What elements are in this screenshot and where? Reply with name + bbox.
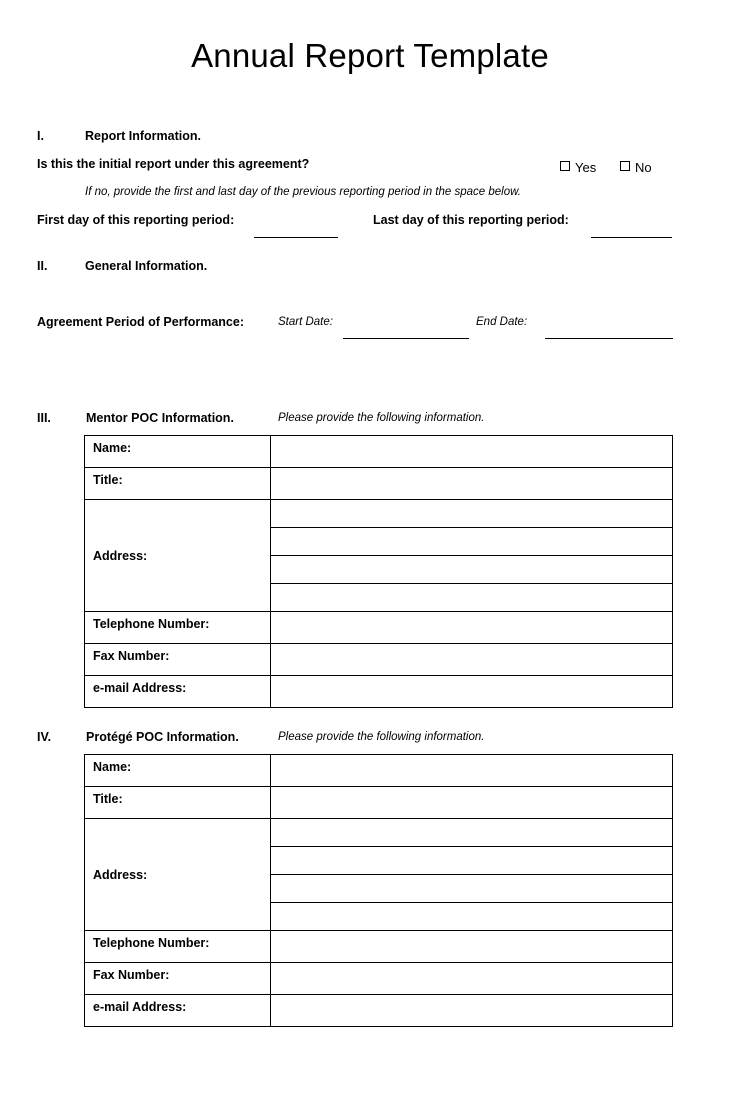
mentor-title-label: Title: (85, 468, 271, 500)
mentor-name-field[interactable] (271, 436, 673, 468)
last-day-label: Last day of this reporting period: (373, 213, 569, 227)
protege-title-label: Title: (85, 787, 271, 819)
mentor-fax-field[interactable] (271, 644, 673, 676)
mentor-telephone-label: Telephone Number: (85, 612, 271, 644)
first-day-field[interactable] (254, 237, 338, 238)
mentor-telephone-field[interactable] (271, 612, 673, 644)
yes-label: Yes (575, 159, 597, 175)
section-4-note: Please provide the following information. (278, 731, 485, 743)
mentor-address-label: Address: (85, 500, 271, 612)
start-date-label: Start Date: (278, 316, 333, 328)
yes-checkbox[interactable] (560, 161, 570, 171)
table-row (85, 644, 673, 676)
last-day-field[interactable] (591, 237, 672, 238)
table-row (85, 676, 673, 708)
protege-title-field[interactable] (271, 787, 673, 819)
mentor-address-line-4-field[interactable] (271, 584, 673, 612)
end-date-field[interactable] (545, 338, 673, 339)
first-day-label: First day of this reporting period: (37, 213, 235, 227)
mentor-name-label: Name: (85, 436, 271, 468)
start-date-field[interactable] (343, 338, 469, 339)
document-title: Annual Report Template (191, 37, 549, 74)
protege-address-line-3-field[interactable] (271, 875, 673, 903)
no-option[interactable] (620, 159, 652, 177)
protege-poc-table (84, 754, 673, 1027)
table-row (85, 995, 673, 1027)
protege-telephone-label: Telephone Number: (85, 931, 271, 963)
protege-address-label: Address: (85, 819, 271, 931)
protege-fax-label: Fax Number: (85, 963, 271, 995)
agreement-period-label: Agreement Period of Performance: (37, 315, 244, 329)
initial-report-question: Is this the initial report under this agreement? (37, 157, 310, 171)
table-row (85, 963, 673, 995)
mentor-email-label: e-mail Address: (85, 676, 271, 708)
section-4-heading: Protégé POC Information. (86, 730, 239, 744)
protege-email-label: e-mail Address: (85, 995, 271, 1027)
mentor-fax-label: Fax Number: (85, 644, 271, 676)
protege-telephone-field[interactable] (271, 931, 673, 963)
table-row (85, 931, 673, 963)
section-2-numeral: II. (37, 259, 48, 273)
mentor-title-field[interactable] (271, 468, 673, 500)
section-3-note: Please provide the following information. (278, 412, 485, 424)
previous-period-instruction: If no, provide the first and last day of the previous reporting period in the space below. (85, 186, 521, 198)
section-1-heading: Report Information. (85, 129, 201, 143)
table-row (85, 500, 673, 528)
yes-option[interactable] (560, 159, 596, 177)
table-row (85, 468, 673, 500)
mentor-email-field[interactable] (271, 676, 673, 708)
no-label: No (635, 159, 652, 175)
mentor-address-line-1-field[interactable] (271, 500, 673, 528)
section-2-heading: General Information. (85, 259, 208, 273)
protege-fax-field[interactable] (271, 963, 673, 995)
protege-address-line-4-field[interactable] (271, 903, 673, 931)
table-row (85, 755, 673, 787)
no-checkbox[interactable] (620, 161, 630, 171)
protege-email-field[interactable] (271, 995, 673, 1027)
protege-name-field[interactable] (271, 755, 673, 787)
table-row (85, 612, 673, 644)
protege-name-label: Name: (85, 755, 271, 787)
table-row (85, 787, 673, 819)
end-date-label: End Date: (476, 316, 528, 328)
section-3-heading: Mentor POC Information. (86, 411, 234, 425)
table-row (85, 819, 673, 847)
mentor-address-line-3-field[interactable] (271, 556, 673, 584)
mentor-address-line-2-field[interactable] (271, 528, 673, 556)
mentor-poc-table (84, 435, 673, 708)
protege-address-line-1-field[interactable] (271, 819, 673, 847)
section-4-numeral: IV. (37, 730, 52, 744)
table-row (85, 436, 673, 468)
section-1-numeral: I. (37, 129, 44, 143)
section-3-numeral: III. (37, 411, 51, 425)
protege-address-line-2-field[interactable] (271, 847, 673, 875)
